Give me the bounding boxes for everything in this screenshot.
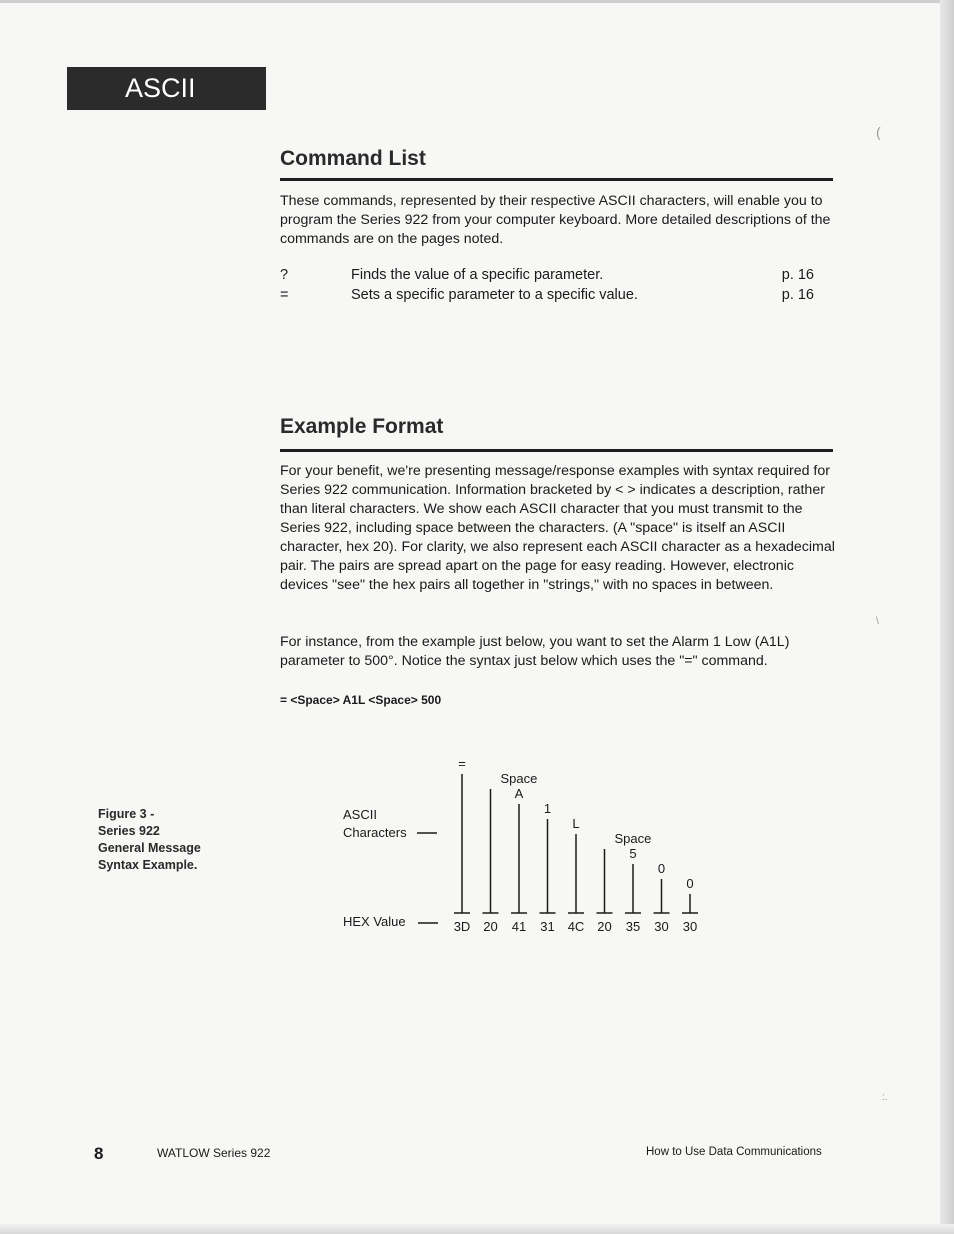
- scan-speck: :.: [882, 1092, 888, 1103]
- ascii-char-label: A: [514, 786, 524, 801]
- figure-caption-line: General Message: [98, 841, 201, 855]
- hex-value-label: 35: [625, 919, 641, 934]
- page-number: 8: [94, 1144, 104, 1163]
- command-page-ref: p. 16: [781, 267, 814, 283]
- ascii-char-label: 0: [657, 861, 666, 876]
- example-format-paragraph-1: For your benefit, we're presenting message/response examples with syntax required for Series 922 communication. Information bracketed by < > indicates a description, rather than literal characters. We show each ASCII character that you must transmit to the Series 922, including space between the characters. (A "space" is itself an ASCII character, hex 20). For clarity, we also represent each ASCII character as a hexadecimal pair. The pairs are spread apart on the page for easy reading. However, electronic devices "see" the hex pairs all together in "strings," with no spaces in between.: [280, 463, 835, 593]
- figure-caption-line: Series 922: [98, 824, 160, 838]
- command-list-intro: These commands, represented by their respective ASCII characters, will enable you to program the Series 922 from your computer keyboard. More detailed descriptions of the commands are on the pages noted.: [280, 193, 831, 247]
- command-description: Sets a specific parameter to a specific value.: [351, 287, 638, 303]
- ascii-char-label: L: [572, 816, 580, 831]
- footer-left: WATLOW Series 922: [157, 1146, 271, 1160]
- ascii-char-label: Space: [500, 771, 538, 786]
- hex-value-label: 20: [483, 919, 498, 934]
- command-symbol: ?: [280, 267, 289, 283]
- ascii-char-label: Space: [614, 831, 652, 846]
- syntax-example: = <Space> A1L <Space> 500: [280, 693, 442, 707]
- scan-speck: \: [876, 616, 879, 627]
- command-description: Finds the value of a specific parameter.: [351, 267, 604, 283]
- hex-label: HEX Value: [343, 914, 406, 929]
- figure-caption-line: Syntax Example.: [98, 858, 198, 872]
- ascii-label-line1: ASCII: [343, 807, 377, 822]
- ascii-label-line2: Characters: [343, 825, 407, 840]
- command-symbol: =: [280, 287, 289, 303]
- hex-value-label: 41: [511, 919, 527, 934]
- ascii-char-label: 5: [629, 846, 637, 861]
- example-format-paragraph-2: For instance, from the example just below, you want to set the Alarm 1 Low (A1L) parameter to 500°. Notice the syntax just below which uses the "=" command.: [280, 634, 790, 669]
- diagram-columns: [454, 756, 698, 934]
- hex-value-label: 3D: [453, 919, 471, 934]
- hex-value-label: 31: [540, 919, 555, 934]
- scan-speck: (: [876, 124, 881, 140]
- hex-value-label: 4C: [567, 919, 585, 934]
- command-page-ref: p. 16: [781, 287, 814, 303]
- figure-caption-line: Figure 3 -: [98, 807, 155, 821]
- footer-right: How to Use Data Communications: [646, 1146, 822, 1158]
- ascii-char-label: =: [458, 756, 466, 771]
- ascii-char-label: 0: [686, 876, 694, 891]
- hex-value-label: 30: [654, 919, 669, 934]
- hex-value-label: 30: [682, 919, 698, 934]
- example-format-heading: Example Format: [280, 415, 444, 438]
- command-list-heading: Command List: [280, 147, 426, 170]
- hex-value-label: 20: [597, 919, 612, 934]
- section-tab: ASCII: [67, 67, 266, 110]
- ascii-char-label: 1: [543, 801, 552, 816]
